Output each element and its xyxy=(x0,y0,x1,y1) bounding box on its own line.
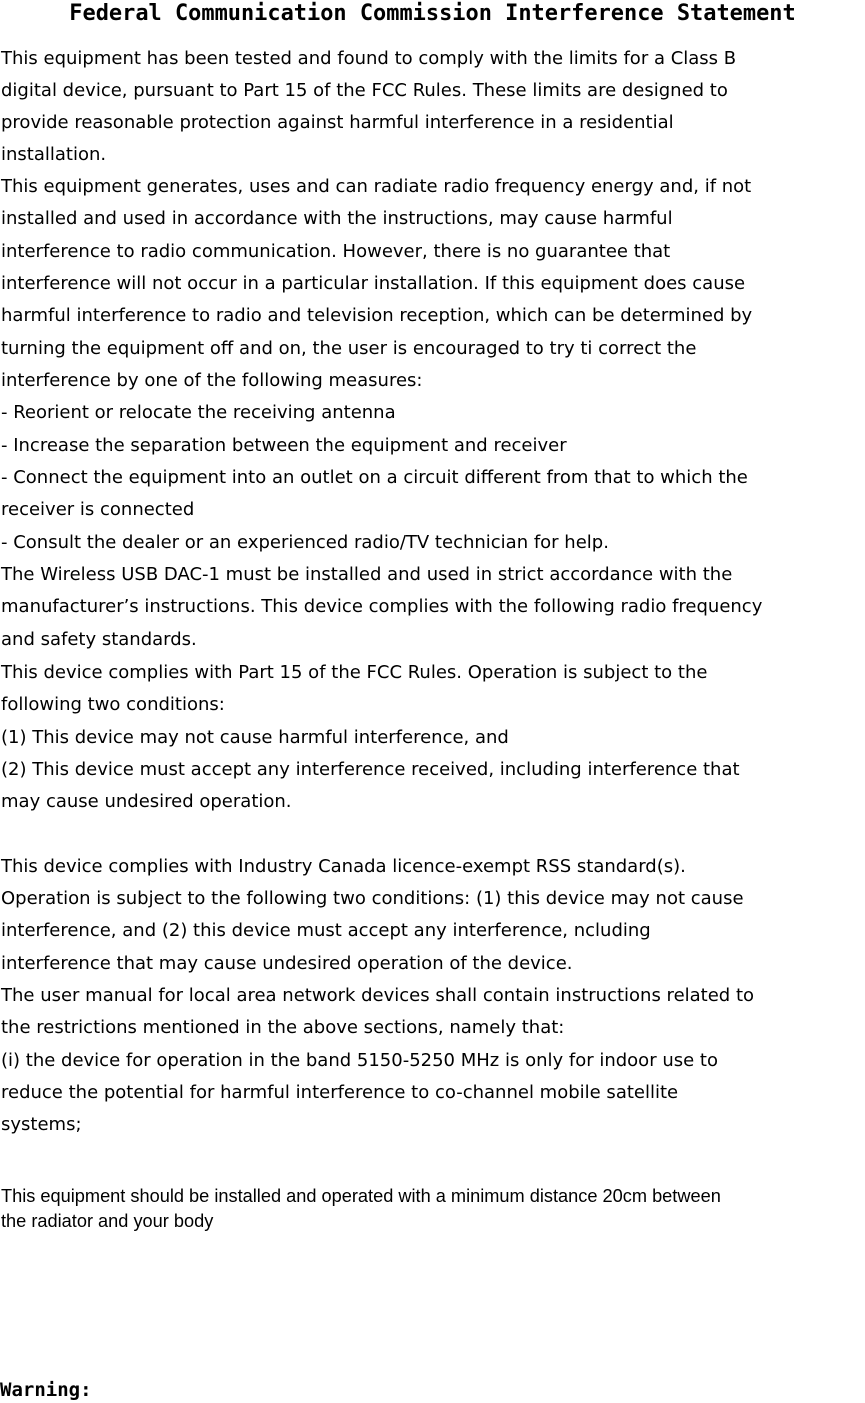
statement-line: manufacturer’s instructions. This device complies with the following radio frequency xyxy=(1,596,763,617)
statement-line: - Increase the separation between the equipment and receiver xyxy=(1,435,567,456)
statement-line: the radiator and your body xyxy=(1,1211,214,1231)
statement-line: This device complies with Part 15 of the FCC Rules. Operation is subject to the xyxy=(1,662,708,683)
statement-line: (2) This device must accept any interference received, including interference that xyxy=(1,759,740,780)
statement-line: This equipment generates, uses and can radiate radio frequency energy and, if not xyxy=(1,176,752,197)
statement-line: turning the equipment off and on, the user is encouraged to try ti correct the xyxy=(1,338,697,359)
warning-heading: Warning: xyxy=(0,1379,92,1401)
statement-line: installation. xyxy=(1,144,107,165)
statement-line: systems; xyxy=(1,1114,82,1135)
statement-line: interference will not occur in a particular installation. If this equipment does cause xyxy=(1,273,746,294)
statement-line: interference to radio communication. However, there is no guarantee that xyxy=(1,241,671,262)
statement-line: This equipment should be installed and operated with a minimum distance 20cm between xyxy=(1,1186,721,1206)
statement-line: Operation is subject to the following two conditions: (1) this device may not cause xyxy=(1,888,744,909)
statement-line: the restrictions mentioned in the above sections, namely that: xyxy=(1,1017,565,1038)
statement-line: installed and used in accordance with the instructions, may cause harmful xyxy=(1,208,673,229)
statement-line: provide reasonable protection against harmful interference in a residential xyxy=(1,112,674,133)
statement-line: - Connect the equipment into an outlet on a circuit different from that to which the xyxy=(1,467,748,488)
statement-line: - Reorient or relocate the receiving antenna xyxy=(1,402,396,423)
statement-line: following two conditions: xyxy=(1,694,225,715)
statement-line: The user manual for local area network devices shall contain instructions related to xyxy=(1,985,755,1006)
statement-line: reduce the potential for harmful interference to co-channel mobile satellite xyxy=(1,1082,679,1103)
statement-line: (i) the device for operation in the band 5150-5250 MHz is only for indoor use to xyxy=(1,1050,718,1071)
statement-line: The Wireless USB DAC-1 must be installed and used in strict accordance with the xyxy=(1,564,733,585)
page-title: Federal Communication Commission Interference Statement xyxy=(69,1,796,26)
statement-line: This device complies with Industry Canada licence-exempt RSS standard(s). xyxy=(1,856,686,877)
statement-line: interference that may cause undesired operation of the device. xyxy=(1,953,573,974)
statement-line: (1) This device may not cause harmful interference, and xyxy=(1,727,509,748)
statement-line: may cause undesired operation. xyxy=(1,791,292,812)
statement-line: receiver is connected xyxy=(1,499,195,520)
statement-line: and safety standards. xyxy=(1,629,197,650)
statement-line: interference by one of the following measures: xyxy=(1,370,423,391)
statement-line: interference, and (2) this device must accept any interference, ncluding xyxy=(1,920,651,941)
statement-line: harmful interference to radio and television reception, which can be determined by xyxy=(1,305,753,326)
statement-line: This equipment has been tested and found to comply with the limits for a Class B xyxy=(1,48,737,69)
statement-line: - Consult the dealer or an experienced radio/TV technician for help. xyxy=(1,532,609,553)
statement-line: digital device, pursuant to Part 15 of the FCC Rules. These limits are designed to xyxy=(1,80,728,101)
